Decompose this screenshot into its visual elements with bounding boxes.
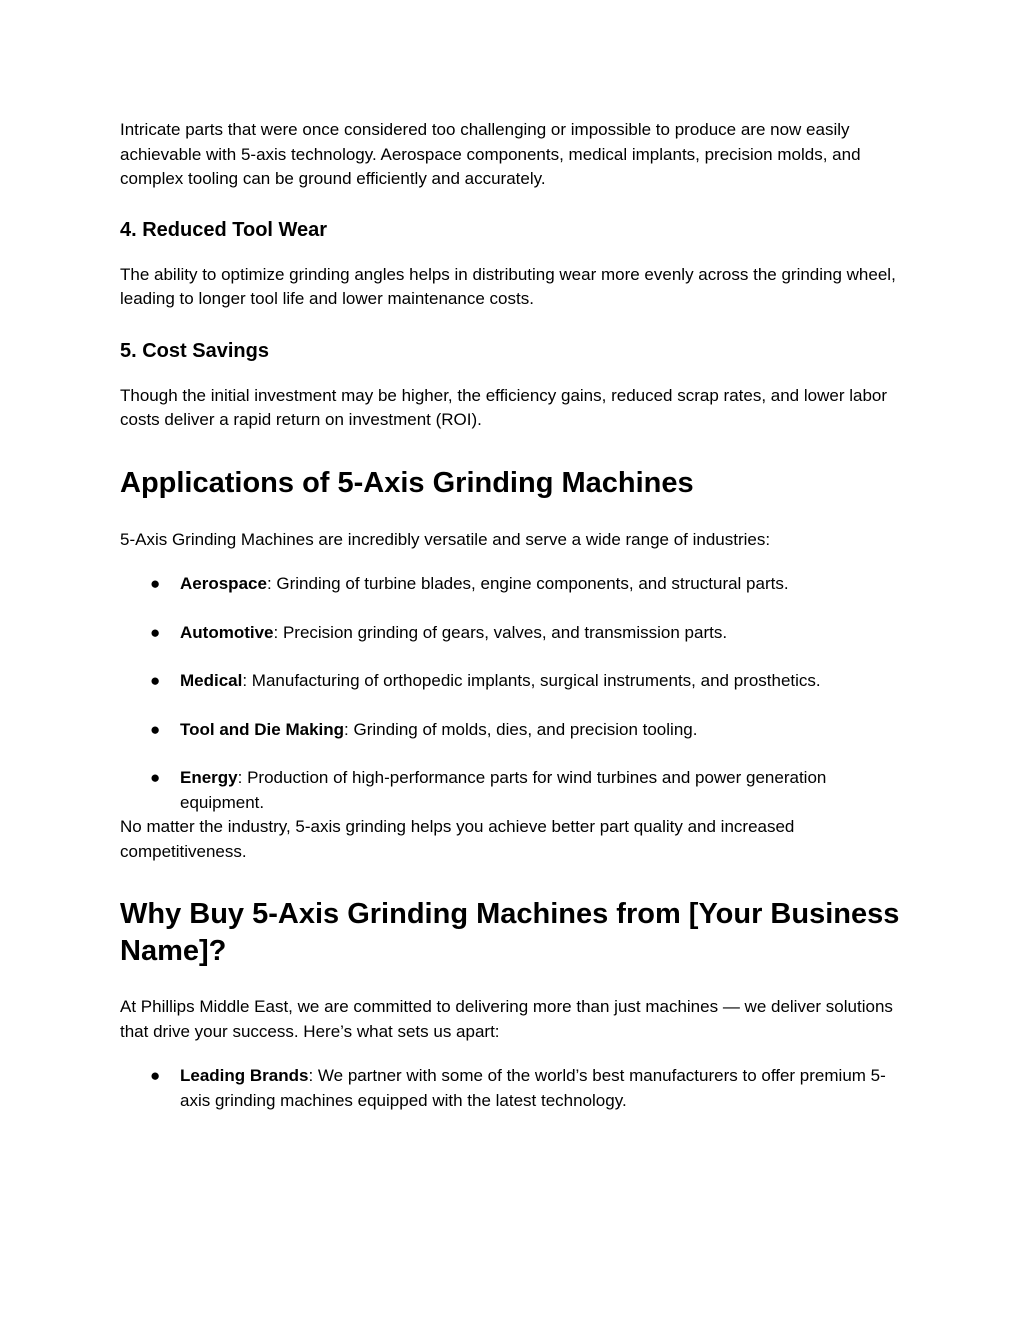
bullet-icon: ●	[150, 671, 161, 690]
list-item-aerospace	[120, 572, 904, 597]
applications-heading: Applications of 5-Axis Grinding Machines	[120, 466, 694, 499]
list-item-term: Medical	[180, 671, 243, 690]
bullet-icon: ●	[150, 622, 161, 642]
section-5-body: Though the initial investment may be higher, the efficiency gains, reduced scrap rates, and lower labor costs deliver a rapid return on investment (ROI).	[120, 385, 888, 429]
list-item-medical	[120, 669, 904, 694]
list-item-term: Leading Brands	[180, 1066, 309, 1085]
list-item-energy	[120, 766, 904, 815]
applications-intro: 5-Axis Grinding Machines are incredibly versatile and serve a wide range of industries:	[120, 529, 771, 549]
list-item-leading-brands	[120, 1064, 904, 1113]
bullet-icon: ●	[150, 574, 161, 593]
intro-paragraph: Intricate parts that were once considered too challenging or impossible to produce are now easily achievable with 5-axis technology. Aerospace components, medical implants, precision molds, and complex tooling can be ground efficiently and accurately.	[120, 120, 861, 188]
list-item-term: Tool and Die Making	[180, 719, 345, 739]
list-item-automotive	[120, 621, 904, 646]
bullet-icon: ●	[150, 768, 161, 787]
list-item-term: Aerospace	[180, 574, 267, 593]
why-buy-intro: At Phillips Middle East, we are committed to delivering more than just machines — we deliver solutions that drive your success. Here’s what sets us apart:	[120, 997, 893, 1041]
section-5-heading: 5. Cost Savings	[120, 339, 269, 362]
applications-closing: No matter the industry, 5-axis grinding helps you achieve better part quality and increased competitiveness.	[120, 817, 795, 861]
why-buy-heading: Why Buy 5-Axis Grinding Machines from [Your Business Name]?	[120, 898, 900, 967]
list-item-term: Automotive	[180, 622, 274, 642]
list-item-tool-and-die	[120, 718, 904, 743]
list-item-term: Energy	[180, 768, 238, 787]
list-item-desc: : Precision grinding of gears, valves, and transmission parts.	[273, 622, 728, 642]
section-4-heading: 4. Reduced Tool Wear	[120, 218, 328, 241]
bullet-icon: ●	[150, 1066, 161, 1085]
list-item-desc: : Manufacturing of orthopedic implants, surgical instruments, and prosthetics.	[242, 671, 821, 690]
why-buy-list	[120, 1064, 904, 1113]
list-item-desc: : Production of high-performance parts for wind turbines and power generation equipment.	[180, 768, 827, 812]
section-4-body: The ability to optimize grinding angles helps in distributing wear more evenly across the grinding wheel, leading to longer tool life and lower maintenance costs.	[120, 264, 896, 308]
bullet-icon: ●	[150, 719, 161, 739]
applications-list	[120, 572, 904, 815]
list-item-desc: : We partner with some of the world’s best manufacturers to offer premium 5-axis grinding machines equipped with the latest technology.	[180, 1066, 886, 1110]
list-item-desc: : Grinding of turbine blades, engine components, and structural parts.	[266, 574, 789, 593]
list-item-desc: : Grinding of molds, dies, and precision tooling.	[344, 719, 698, 739]
